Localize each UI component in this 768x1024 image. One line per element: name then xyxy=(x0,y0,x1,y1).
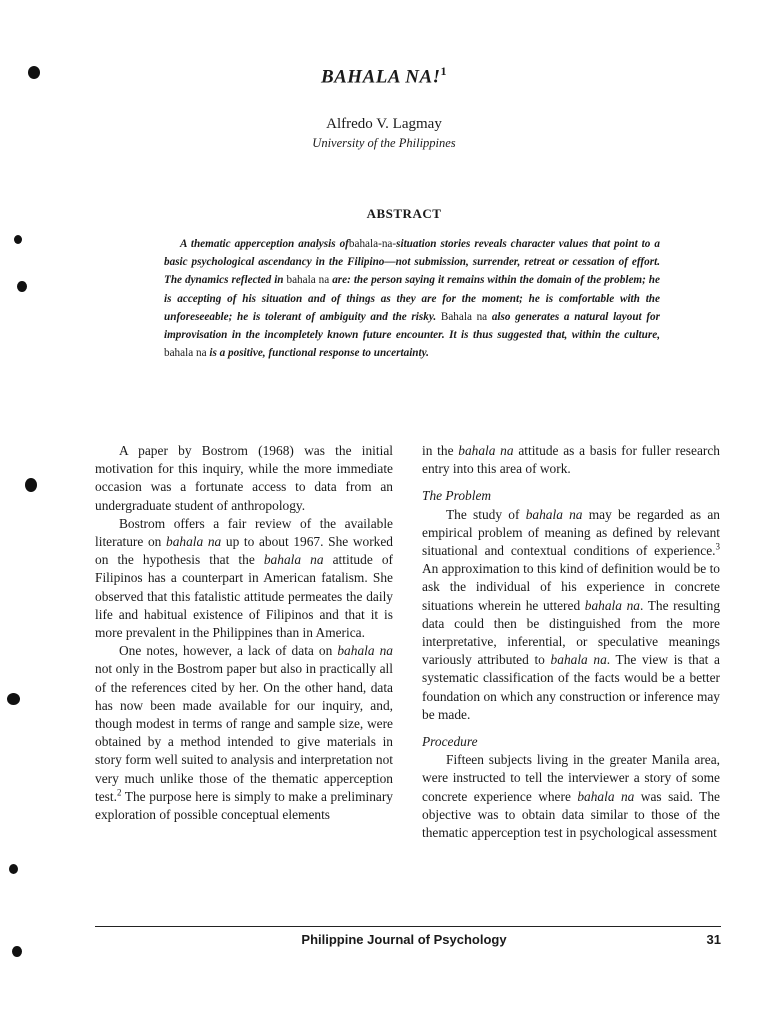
punch-hole xyxy=(25,478,37,492)
text-run: attitude of Filipinos has a counterpart in American fatalism. She observed that this fatalistic attitude permeates the daily life and habitual existence of Filipinos and that it is more prevalent in the Philippines than in America. xyxy=(95,552,393,641)
italic-term: bahala na xyxy=(337,643,393,659)
text-run: attitude as a basis for fuller research entry into this area of work. xyxy=(422,443,720,477)
punch-hole xyxy=(17,281,27,292)
abstract-text xyxy=(164,235,660,362)
abstract-segment: are: the person saying it remains within the domain of the problem; he is accepting of his situation and of things as they are for the moment; he is comfortable with the unforeseeable; he is tolerant of ambiguity and the risky. xyxy=(164,274,660,323)
text-run: up to about 1967. She worked on the hypothesis that the xyxy=(95,534,393,568)
text-run: Bostrom offers a fair review of the available literature on xyxy=(95,515,393,550)
italic-term: bahala na xyxy=(263,552,324,568)
italic-term: bahala na xyxy=(166,534,222,550)
punch-hole xyxy=(12,946,22,957)
italic-term: bahala na xyxy=(458,443,514,458)
title-footnote-mark: 1 xyxy=(440,64,448,78)
body-column-right xyxy=(422,442,720,842)
text-run: . The resulting data could then be distinguished from the more interpretative, inferential, or speculative meanings variously attributed to xyxy=(422,597,721,668)
abstract-segment: situation stories reveals character values that point to a basic psychological ascendancy in the Filipino—not submission, surrender, retreat or cessation of effort. The dynamics reflected in xyxy=(164,238,660,287)
footnote-mark: 2 xyxy=(116,787,122,798)
abstract-term: bahala-na- xyxy=(348,238,397,250)
italic-term: bahala na xyxy=(550,652,607,668)
text-run: . The view is that a systematic classification of the facts would be a better foundation on which any construction or inference may be made. xyxy=(422,652,720,722)
footer-journal-name: Philippine Journal of Psychology xyxy=(301,932,507,947)
section-heading-problem: The Problem xyxy=(422,488,492,504)
body-paragraph xyxy=(422,506,720,724)
italic-term: bahala na xyxy=(584,597,640,613)
body-paragraph xyxy=(95,642,393,824)
body-column-left xyxy=(95,442,393,824)
title-text: BAHALA NA! xyxy=(320,66,441,88)
text-run: was said. The objective was to obtain data similar to those of the thematic apperception test in psychological assessment xyxy=(422,788,720,841)
author-affiliation: University of the Philippines xyxy=(312,136,456,150)
text-run: in the xyxy=(422,443,459,458)
article-title xyxy=(0,64,768,88)
text-run: may be regarded as an empirical problem of meaning as defined by relevant situational and contextual conditions of experience. xyxy=(422,506,720,559)
footnote-mark: 3 xyxy=(715,541,720,552)
text-run: An approximation to this kind of definition would be to ask the individual of his experience in concrete situations wherein he uttered xyxy=(422,561,720,613)
footer-divider xyxy=(95,926,721,927)
abstract-term: bahala na xyxy=(164,347,207,360)
body-paragraph: A paper by Bostrom (1968) was the initial motivation for this inquiry, while the more immediate occasion was a fortunate access to data from an undergraduate student of anthropology. xyxy=(95,443,393,513)
body-paragraph xyxy=(95,515,393,642)
abstract-segment: also generates a natural layout for improvisation in the incompletely known future encounter. It is thus suggested that, within the culture, xyxy=(164,310,660,342)
abstract-term: bahala na xyxy=(286,274,330,287)
text-run: Fifteen subjects living in the greater Manila area, were instructed to tell the interviewer a story of some concrete experience where xyxy=(422,752,720,804)
text-run: not only in the Bostrom paper but also in practically all of the references cited by her. On the other hand, data has now been made available for our inquiry, and, though modest in terms of range and sample size, were obtained by a method intended to give materials in story form well suited to analysis and interpretation not very much unlike those of the thematic apperception test. xyxy=(95,661,393,804)
author-name: Alfredo V. Lagmay xyxy=(326,116,442,132)
punch-hole xyxy=(9,864,18,874)
abstract-segment: is a positive, functional response to uncertainty. xyxy=(206,347,429,360)
abstract-segment: A thematic apperception analysis of xyxy=(180,238,349,250)
footer-page-number: 31 xyxy=(706,932,721,947)
punch-hole xyxy=(7,693,20,705)
italic-term: bahala na xyxy=(525,506,583,522)
body-paragraph xyxy=(422,751,720,842)
text-run: The study of xyxy=(446,506,526,522)
body-paragraph xyxy=(422,442,720,478)
text-run: One notes, however, a lack of data on xyxy=(119,643,338,659)
abstract-term: Bahala na xyxy=(440,310,488,323)
text-run: The purpose here is simply to make a preliminary exploration of possible conceptual elements xyxy=(95,788,393,823)
section-heading-procedure: Procedure xyxy=(422,734,478,750)
italic-term: bahala na xyxy=(577,788,635,804)
abstract-heading: ABSTRACT xyxy=(366,206,442,221)
punch-hole xyxy=(14,235,22,244)
